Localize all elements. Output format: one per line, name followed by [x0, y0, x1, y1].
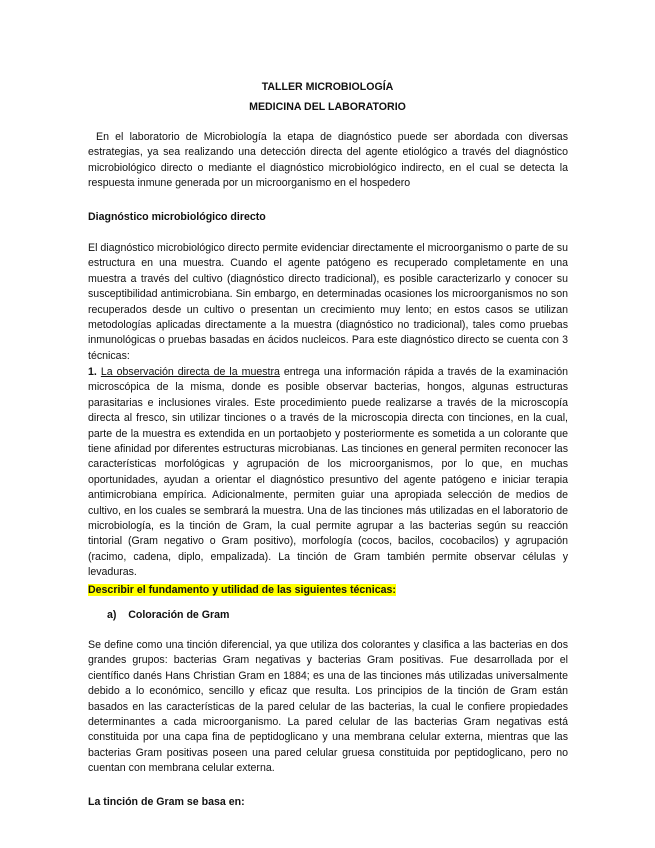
- document-title: TALLER MICROBIOLOGÍA: [261, 81, 394, 93]
- technique-name: La observación directa de la muestra: [100, 366, 280, 378]
- list-number: 1.: [88, 366, 97, 378]
- document-subtitle: MEDICINA DEL LABORATORIO: [249, 101, 406, 113]
- section-heading-direct: Diagnóstico microbiológico directo: [88, 211, 266, 223]
- subheading-gram: a) Coloración de Gram: [107, 609, 230, 621]
- section-heading-basa: La tinción de Gram se basa en:: [88, 796, 245, 808]
- direct-diagnosis-paragraph: El diagnóstico microbiológico directo permite evidenciar directamente el microorganismo o parte de su estructura en una muestra. Cuando el agente patógeno es recuperado completamente en una muestra a través del cultivo (diagnóstico directo tradicional), es posible caracterizarlo y conocer su susceptibilidad antimicrobiana. Sin embargo, en determinadas ocasiones los microorganismos no son recuperados desde un cultivo o presentan un crecimiento muy lento; en estos casos se utilizan metodologías aplicadas directamente a la muestra (diagnóstico no tradicional), tales como pruebas inmunológicas o pruebas basadas en ácidos nucleicos. Para este diagnóstico directo se cuenta con 3 técnicas:: [88, 242, 568, 362]
- list-item-1: [88, 365, 568, 581]
- intro-paragraph: En el laboratorio de Microbiología la etapa de diagnóstico puede ser abordada con diversas estrategias, ya sea realizando una detección directa del agente etiológico a través del diagnóstico microbiológico directo o mediante el diagnóstico microbiológico indirecto, en el cual se detecta la respuesta inmune generada por un microorganismo en el hospedero: [88, 131, 568, 190]
- gram-paragraph: Se define como una tinción diferencial, ya que utiliza dos colorantes y clasifica a las bacterias en dos grandes grupos: bacterias Gram negativas y bacterias Gram positivas. Fue desarrollada por el científico danés Hans Christian Gram en 1884; es una de las tinciones más utilizadas universalmente debido a lo económico, sencillo y eficaz que resulta. Los principios de la tinción de Gram están basados en las características de la pared celular de las bacterias, la cual le confiere propiedades determinantes a cada microorganismo. La pared celular de las bacterias Gram negativas está constituida por una capa fina de peptidoglicano y una membrana celular externa, mientras que las bacterias Gram positivas poseen una pared celular gruesa constituida por peptidoglicano, pero no cuentan con membrana celular externa.: [88, 639, 568, 775]
- highlighted-instruction: Describir el fundamento y utilidad de las siguientes técnicas:: [88, 584, 396, 596]
- technique-description: entrega una información rápida a través de la examinación microscópica de la misma, donde es posible observar bacterias, hongos, algunas estructuras parasitarias e inclusiones virales. Este procedimiento puede realizarse a través de la microscopía directa al fresco, sin utilizar tinciones o a través de la microscopia directa con tinciones, en la cual, parte de la muestra es extendida en un portaobjeto y posteriormente es sometida a un colorante que tiene afinidad por diferentes estructuras microbianas. Las tinciones en general permiten reconocer las características morfológicas y agrupación de los microorganismos, por lo que, en muchas oportunidades, ayudan a orientar el diagnóstico presuntivo del agente patógeno e iniciar terapia antimicrobiana empírica. Adicionalmente, permiten guiar una apropiada selección de medios de cultivo, en los cuales se sembrará la muestra. Una de las tinciones más utilizadas en el laboratorio de microbiología, es la tinción de Gram, la cual permite agrupar a las bacterias según su reacción tintorial (Gram negativo o Gram positivo), morfología (cocos, bacilos, cocobacilos) y agrupación (racimo, cadena, diplo, empalizada). La tinción de Gram también permite observar células y levaduras.: [88, 366, 568, 579]
- task-highlight: [88, 583, 568, 598]
